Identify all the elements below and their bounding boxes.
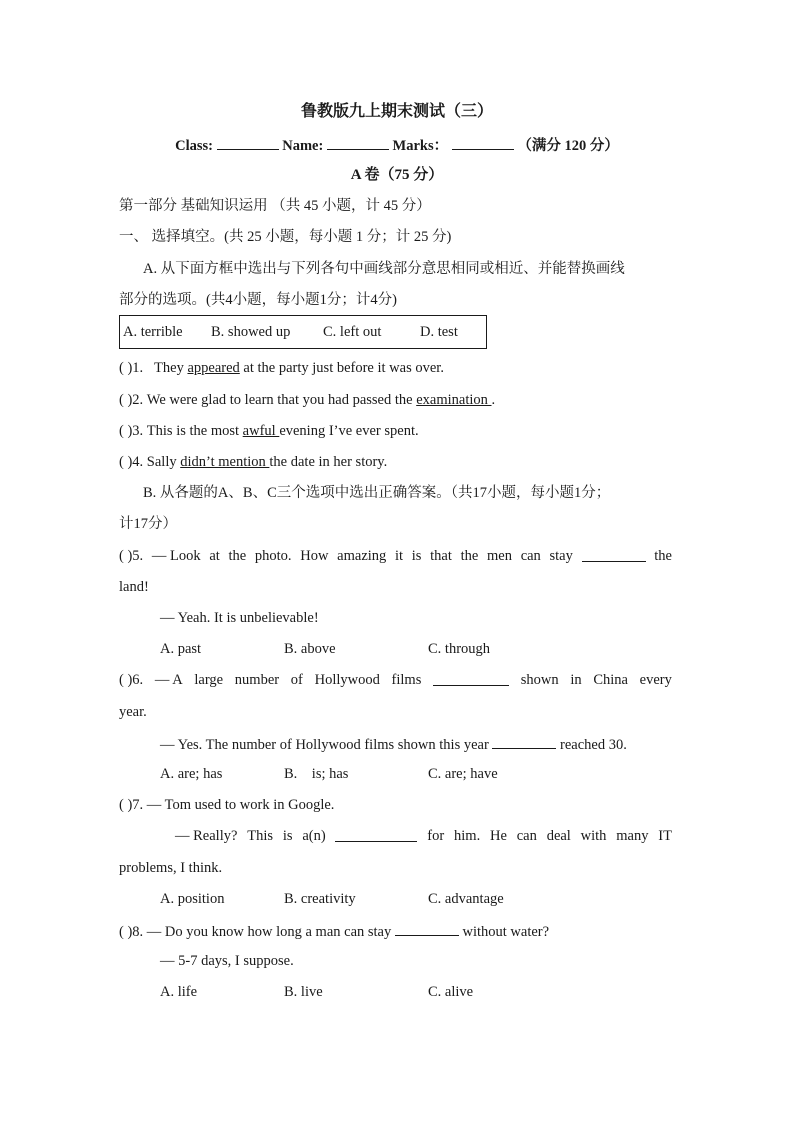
question-1: ( )1. They appeared at the party just before it was over. — [119, 360, 444, 376]
box-option-b: B. showed up — [211, 324, 291, 340]
underlined-word: examination — [416, 392, 492, 408]
question-7-option-a[interactable]: A. position — [160, 891, 225, 907]
question-5-reply: — Yeah. It is unbelievable! — [160, 610, 319, 626]
question-8-reply: — 5-7 days, I suppose. — [160, 953, 294, 969]
name-label: Name: — [282, 138, 324, 154]
question-6-line2: year. — [119, 704, 147, 720]
answer-paren[interactable]: ( )5. — [119, 548, 144, 564]
question-5-option-b[interactable]: B. above — [284, 641, 336, 657]
sectionA-instruction-line2: 部分的选项。(共4小题，每小题1分；计4分) — [119, 292, 397, 308]
question-7-line3: problems, I think. — [119, 860, 223, 876]
question-6-option-a[interactable]: A. are; has — [160, 766, 223, 782]
question-6-option-c[interactable]: C. are; have — [428, 766, 498, 782]
question-8-line1: ( )8. — Do you know how long a man can stay without water? — [119, 921, 549, 941]
answer-blank[interactable] — [582, 547, 646, 562]
box-option-c: C. left out — [323, 324, 382, 340]
answer-paren[interactable]: ( )3. — [119, 423, 144, 439]
part1-heading: 第一部分 基础知识运用 （共 45 小题，计 45 分） — [119, 198, 431, 214]
answer-paren[interactable]: ( )1. — [119, 360, 144, 376]
sectionA-instruction-line1: A. 从下面方框中选出与下列各句中画线部分意思相同或相近、并能替换画线 — [143, 261, 625, 277]
question-8-option-c[interactable]: C. alive — [428, 984, 474, 1000]
answer-paren[interactable]: ( )4. — [119, 454, 144, 470]
answer-paren[interactable]: ( )6. — [119, 672, 144, 688]
question-6-line1: ( )6. — A large number of Hollywood films shown in China every — [119, 672, 672, 688]
answer-blank[interactable] — [335, 827, 417, 842]
class-blank[interactable] — [217, 135, 279, 150]
question-5-line1: ( )5. — Look at the photo. How amazing it is that the men can stay the — [119, 548, 672, 564]
answer-paren[interactable]: ( )8. — [119, 924, 144, 940]
question-7-reply: — Really? This is a(n) for him. He can deal with many IT — [175, 828, 672, 844]
box-option-d: D. test — [420, 324, 458, 340]
class-label: Class: — [175, 138, 213, 154]
question-6-reply: — Yes. The number of Hollywood films shown this year reached 30. — [160, 734, 627, 754]
box-option-a: A. terrible — [123, 324, 183, 340]
question-8-option-a[interactable]: A. life — [160, 984, 198, 1000]
answer-blank[interactable] — [492, 734, 556, 749]
question-7-option-b[interactable]: B. creativity — [284, 891, 356, 907]
answer-blank[interactable] — [433, 671, 509, 686]
question-5-option-c[interactable]: C. through — [428, 641, 491, 657]
answer-blank[interactable] — [395, 921, 459, 936]
full-score: （满分 120 分） — [517, 138, 619, 154]
question-8-option-b[interactable]: B. live — [284, 984, 323, 1000]
question-6-option-b[interactable]: B. is; has — [284, 766, 349, 782]
marks-blank[interactable] — [452, 135, 514, 150]
underlined-word: appeared — [187, 360, 240, 376]
sectionB-instruction-line2: 计17分） — [119, 516, 177, 532]
underlined-word: didn’t mention — [180, 454, 270, 470]
answer-paren[interactable]: ( )2. — [119, 392, 144, 408]
question-5-line2: land! — [119, 579, 149, 595]
question-5-option-a[interactable]: A. past — [160, 641, 202, 657]
student-info-line — [0, 135, 794, 155]
sectionB-instruction-line1: B. 从各题的A、B、C三个选项中选出正确答案。（共17小题，每小题1分； — [143, 485, 611, 501]
volume-heading: A 卷（75 分） — [350, 167, 444, 183]
marks-label: Marks： — [392, 138, 449, 154]
question-7-line1: ( )7. — Tom used to work in Google. — [119, 797, 335, 813]
answer-paren[interactable]: ( )7. — [119, 797, 144, 813]
page-title: 鲁教版九上期末测试（三） — [300, 103, 493, 120]
question-4: ( )4. Sally didn’t mention the date in her story. — [119, 454, 388, 470]
question-7-option-c[interactable]: C. advantage — [428, 891, 504, 907]
question-3: ( )3. This is the most awful evening I’ve ever spent. — [119, 423, 419, 439]
underlined-word: awful — [242, 423, 280, 439]
name-blank[interactable] — [327, 135, 389, 150]
section1-heading: 一、 选择填空。(共 25 小题，每小题 1 分；计 25 分) — [119, 229, 452, 245]
question-2: ( )2. We were glad to learn that you had passed the examination . — [119, 392, 496, 408]
options-box — [119, 315, 487, 349]
